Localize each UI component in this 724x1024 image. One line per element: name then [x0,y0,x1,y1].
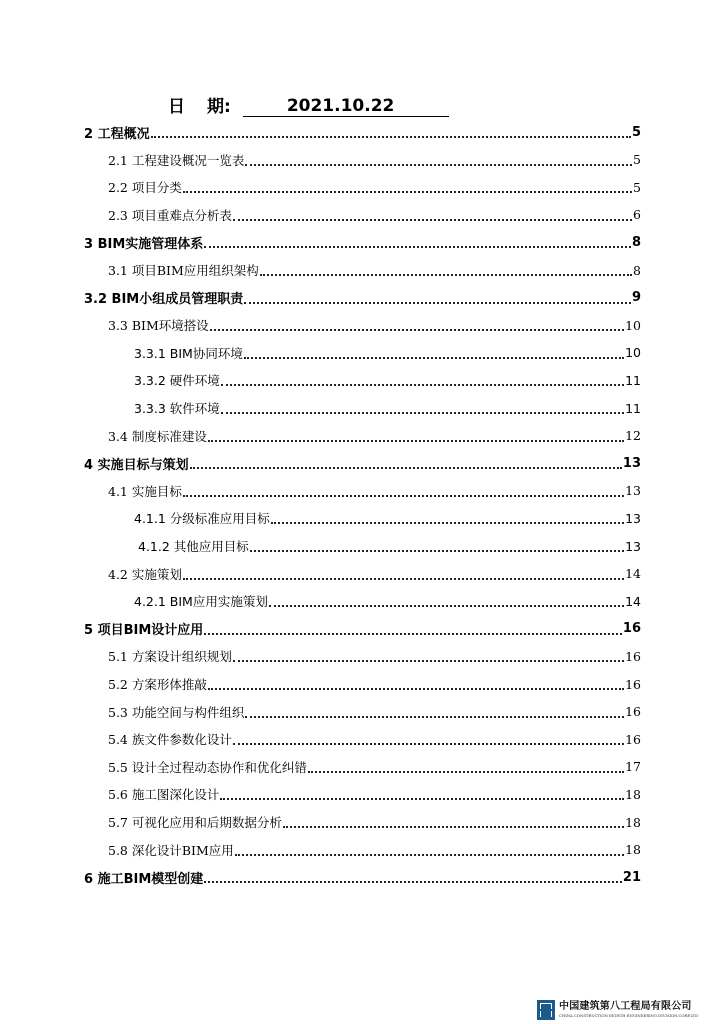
toc-entry-title: 3.4 制度标准建设 [108,428,207,444]
toc-entry[interactable] [84,313,641,337]
toc-entry-page: 11 [625,372,641,388]
toc-leader-dots [233,219,632,221]
toc-entry-title: 5.1 方案设计组织规划 [108,649,232,665]
toc-leader-dots [250,550,624,552]
toc-entry-title: 3.3.3 软件环境 [134,401,220,416]
toc-entry[interactable] [84,782,641,806]
toc-entry[interactable] [84,506,641,530]
logo-text [559,1002,698,1018]
toc-leader-dots [308,771,624,773]
toc-entry-page: 13 [625,538,641,554]
toc-entry[interactable] [84,203,641,227]
toc-entry[interactable] [84,838,641,862]
date-value: 2021.10.22 [243,96,449,117]
date-label-char-1: 日 [168,97,185,117]
toc-entry[interactable] [84,644,641,668]
toc-entry[interactable] [84,286,641,310]
toc-entry-page: 17 [625,759,641,775]
toc-entry[interactable] [84,700,641,724]
toc-entry[interactable] [84,424,641,448]
toc-leader-dots [233,743,624,745]
toc-entry-page: 10 [625,317,641,333]
toc-entry[interactable] [84,755,641,779]
toc-entry-title: 2 工程概况 [84,126,150,142]
toc-entry-page: 21 [622,869,641,885]
toc-entry[interactable] [84,175,641,199]
toc-entry-page: 14 [625,566,641,582]
toc-leader-dots [151,136,631,138]
toc-leader-dots [183,191,632,193]
toc-entry-page: 16 [625,704,641,720]
toc-leader-dots [271,522,624,524]
toc-entry-title: 6 施工BIM模型创建 [84,871,204,887]
toc-entry-title: 3 BIM实施管理体系 [84,236,204,252]
toc-entry-title: 2.1 工程建设概况一览表 [108,152,245,168]
toc-entry-page: 16 [625,648,641,664]
toc-leader-dots [221,384,624,386]
toc-entry-title: 4.1 实施目标 [108,483,182,499]
toc-leader-dots [260,274,632,276]
toc-leader-dots [204,246,631,248]
toc-entry-title: 5.6 施工图深化设计 [108,787,220,803]
toc-leader-dots [244,357,624,359]
toc-entry-page: 9 [631,290,641,306]
toc-entry-page: 8 [633,262,641,278]
toc-entry[interactable] [84,589,641,613]
toc-leader-dots [190,467,622,469]
toc-entry-page: 8 [631,234,641,250]
toc-leader-dots [245,716,624,718]
toc-entry-page: 14 [625,593,641,609]
toc-leader-dots [269,605,624,607]
toc-entry[interactable] [84,810,641,834]
toc-entry[interactable] [84,230,641,254]
toc-entry-title: 4.1.1 分级标准应用目标 [134,511,270,527]
toc-entry-title: 3.3 BIM环境搭设 [108,318,209,334]
toc-entry-page: 18 [625,814,641,830]
toc-leader-dots [221,412,624,414]
toc-entry[interactable] [84,479,641,503]
toc-leader-dots [204,633,622,635]
toc-entry[interactable] [84,727,641,751]
toc-entry[interactable] [84,120,641,144]
toc-leader-dots [208,688,624,690]
toc-entry-page: 11 [625,400,641,416]
toc-entry-page: 13 [625,510,641,526]
toc-entry-title: 3.3.2 硬件环境 [134,373,220,389]
toc-entry[interactable] [84,341,641,365]
date-label-char-2: 期: [207,97,231,117]
toc-entry-title: 2.3 项目重难点分析表 [108,207,232,223]
toc-entry-title: 4.1.2 其他应用目标 [138,539,249,554]
toc-entry-page: 16 [625,731,641,747]
toc-leader-dots [210,329,624,331]
toc-entry[interactable] [84,617,641,641]
toc-entry-page: 10 [625,345,641,361]
toc-entry[interactable] [84,562,641,586]
toc-leader-dots [283,826,624,828]
toc-entry-title: 3.1 项目BIM应用组织架构 [108,263,259,278]
toc-entry-title: 5.4 族文件参数化设计 [108,732,232,748]
toc-entry[interactable] [84,672,641,696]
toc-entry-page: 6 [633,207,641,223]
toc-leader-dots [233,660,624,662]
toc-entry[interactable] [84,451,641,475]
toc-entry-title: 3.2 BIM小组成员管理职责 [84,292,244,308]
toc-leader-dots [183,578,624,580]
toc-entry-page: 16 [622,621,641,637]
toc-entry-page: 13 [622,455,641,471]
toc-entry[interactable] [84,368,641,392]
toc-entry[interactable] [84,396,641,420]
toc-entry-title: 4 实施目标与策划 [84,457,189,473]
toc-entry-page: 18 [625,842,641,858]
logo-mark-icon [537,1000,555,1020]
toc-entry-title: 5 项目BIM设计应用 [84,623,204,639]
toc-entry-title: 4.2 实施策划 [108,566,182,582]
toc-entry-page: 5 [633,179,641,195]
toc-leader-dots [183,495,624,497]
toc-entry-page: 13 [625,483,641,499]
toc-entry-page: 12 [625,428,641,444]
toc-leader-dots [244,302,631,304]
toc-entry-page: 5 [631,124,641,140]
date-label [168,92,231,117]
toc-entry-title: 2.2 项目分类 [108,180,182,196]
toc-entry-title: 5.8 深化设计BIM应用 [108,842,234,858]
toc-entry-title: 5.3 功能空间与构件组织 [108,704,245,720]
toc-entry-title: 3.3.1 BIM协同环境 [134,345,243,361]
toc-entry[interactable] [84,865,641,889]
date-line [168,93,449,117]
toc-entry[interactable] [84,258,641,282]
toc-leader-dots [235,854,624,856]
toc-entry-page: 5 [633,152,641,168]
toc-leader-dots [220,798,624,800]
toc-entry-title: 5.2 方案形体推敲 [108,677,207,692]
toc-entry[interactable] [84,534,641,558]
logo-cn-name: 中国建筑第八工程局有限公司 [559,1001,692,1013]
logo-en-name: CHINA CONSTRUCTION EIGHTH ENGINEERING DIVISION.CORP.LTD [559,1013,699,1019]
toc-leader-dots [245,164,632,166]
toc-entry-page: 18 [625,786,641,802]
toc-entry-title: 5.5 设计全过程动态协作和优化纠错 [108,759,307,775]
company-logo [537,998,720,1022]
toc-entry[interactable] [84,148,641,172]
toc-entry-title: 4.2.1 BIM应用实施策划 [134,594,268,610]
toc-leader-dots [208,440,624,442]
toc-entry-page: 16 [625,676,641,692]
toc-entry-title: 5.7 可视化应用和后期数据分析 [108,815,282,830]
toc-leader-dots [204,881,622,883]
